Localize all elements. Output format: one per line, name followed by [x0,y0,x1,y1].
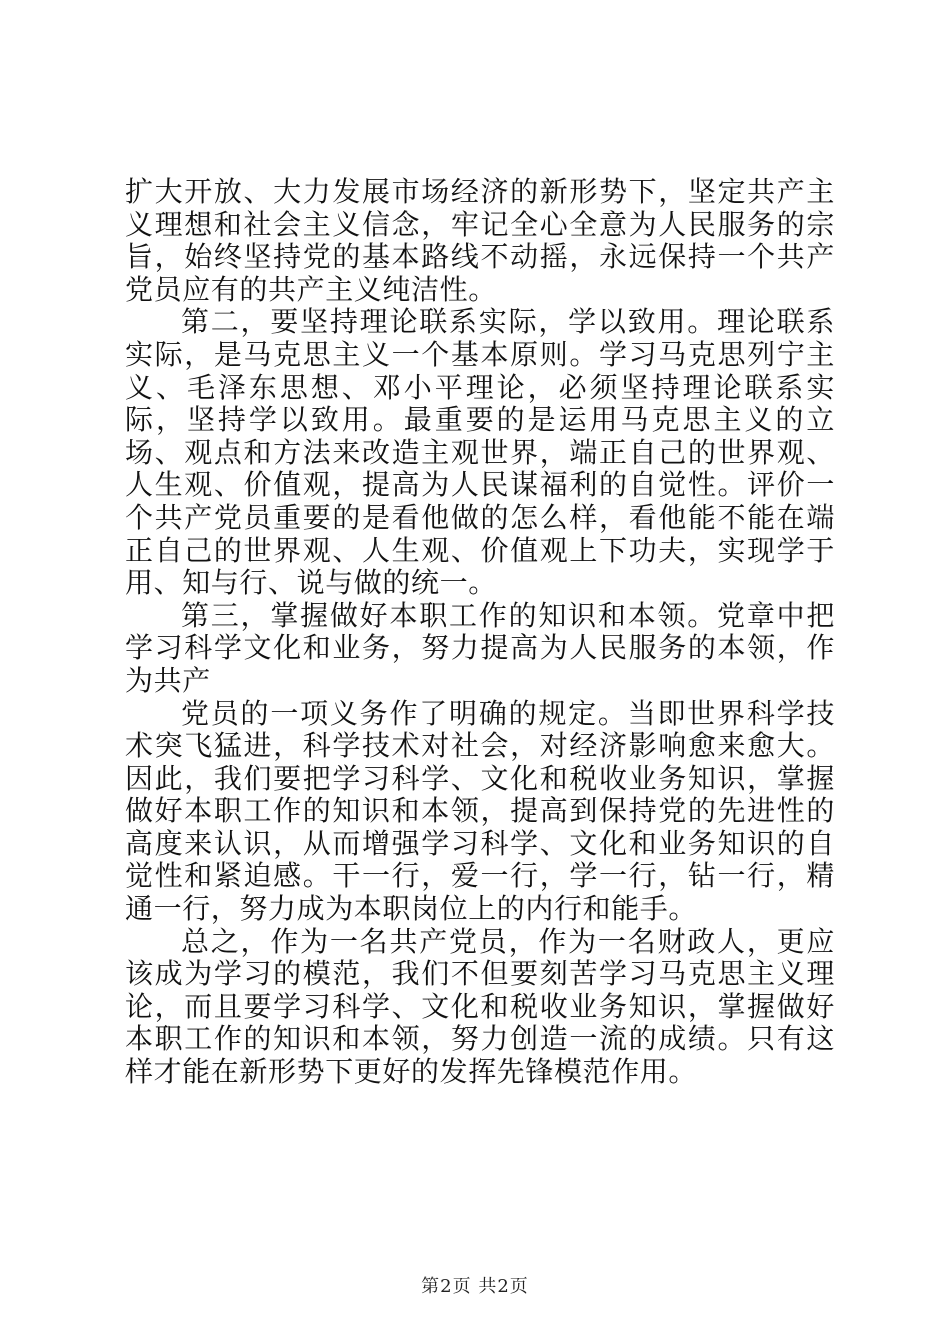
paragraph-conclusion: 总之，作为一名共产党员，作为一名财政人，更应该成为学习的模范，我们不但要刻苦学习马克思主义理论，而且要学习科学、文化和税收业务知识，掌握做好本职工作的知识和本领，努力创造一流的成绩。只有这样才能在新形势下更好的发挥先锋模范作用。 [125,924,835,1089]
paragraph-third-point-continued: 党员的一项义务作了明确的规定。当即世界科学技术突飞猛进，科学技术对社会，对经济影响愈来愈大。因此，我们要把学习科学、文化和税收业务知识，掌握做好本职工作的知识和本领，提高到保持党的先进性的高度来认识，从而增强学习科学、文化和业务知识的自觉性和紧迫感。干一行，爱一行，学一行，钻一行，精通一行，努力成为本职岗位上的内行和能手。 [125,696,835,926]
paragraph-continuation: 扩大开放、大力发展市场经济的新形势下，坚定共产主义理想和社会主义信念，牢记全心全意为人民服务的宗旨，始终坚持党的基本路线不动摇，永远保持一个共产党员应有的共产主义纯洁性。 [125,175,835,306]
page-footer: 第2页 共2页 [421,1276,529,1297]
paragraph-third-point: 第三，掌握做好本职工作的知识和本领。党章中把学习科学文化和业务，努力提高为人民服务的本领，作为共产 [125,598,835,697]
document-body [125,176,835,1089]
paragraph-second-point: 第二，要坚持理论联系实际，学以致用。理论联系实际，是马克思主义一个基本原则。学习马克思列宁主义、毛泽东思想、邓小平理论，必须坚持理论联系实际，坚持学以致用。最重要的是运用马克思主义的立场、观点和方法来改造主观世界，端正自己的世界观、人生观、价值观，提高为人民谋福利的自觉性。评价一个共产党员重要的是看他做的怎么样，看他能不能在端正自己的世界观、人生观、价值观上下功夫，实现学于用、知与行、说与做的统一。 [125,305,835,600]
